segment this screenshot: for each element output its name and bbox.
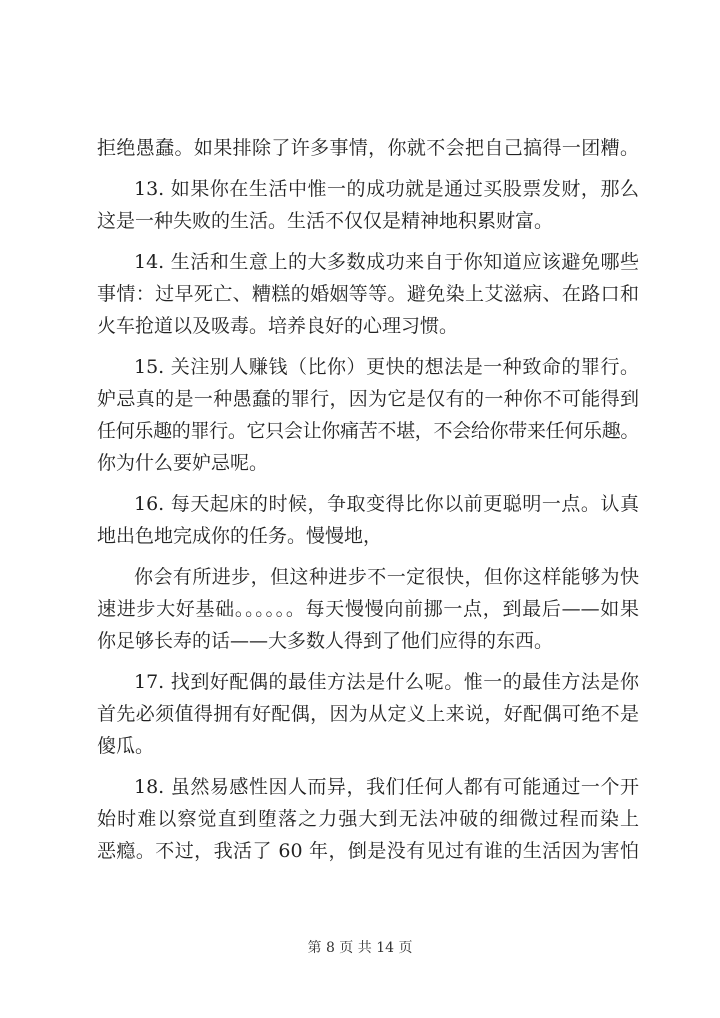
text-line: 地出色地完成你的任务。慢慢地， (97, 525, 383, 547)
text-line: 17. 找到好配偶的最佳方法是什么呢。惟一的最佳方法是你 (134, 671, 639, 693)
text-line: 首先必须值得拥有好配偶，因为从定义上来说，好配偶可绝不是 (97, 703, 639, 725)
text-line: 拒绝愚蠢。如果排除了许多事情，你就不会把自己搞得一团糟。 (97, 137, 639, 159)
text-line: 火车抢道以及吸毒。培养良好的心理习惯。 (97, 315, 459, 337)
text-line: 你足够长寿的话——大多数人得到了他们应得的东西。 (97, 630, 554, 652)
paragraph (97, 173, 639, 237)
paragraph (97, 666, 639, 762)
text-line: 始时难以察觉直到堕落之力强大到无法冲破的细微过程而染上 (97, 808, 639, 830)
paragraph (97, 561, 639, 657)
text-line: 16. 每天起床的时候，争取变得比你以前更聪明一点。认真 (134, 493, 639, 515)
paragraph (97, 488, 639, 552)
text-line: 这是一种失败的生活。生活不仅仅是精神地积累财富。 (97, 210, 554, 232)
text-line: 18. 虽然易感性因人而异，我们任何人都有可能通过一个开 (134, 776, 639, 798)
text-line: 妒忌真的是一种愚蠢的罪行，因为它是仅有的一种你不可能得到 (97, 388, 639, 410)
text-line: 14. 生活和生意上的大多数成功来自于你知道应该避免哪些 (134, 251, 639, 273)
text-line: 你为什么要妒忌呢。 (97, 452, 269, 474)
text-line: 恶瘾。不过，我活了 60 年，倒是没有见过有谁的生活因为害怕 (97, 840, 639, 862)
paragraph (97, 351, 639, 479)
paragraph (97, 771, 639, 867)
text-line: 速进步大好基础。。。。。。每天慢慢向前挪一点，到最后——如果 (97, 598, 639, 620)
text-line: 傻瓜。 (97, 735, 155, 757)
paragraph (97, 246, 639, 342)
text-line: 15. 关注别人赚钱（比你）更快的想法是一种致命的罪行。 (134, 356, 639, 378)
text-line: 事情：过早死亡、糟糕的婚姻等等。避免染上艾滋病、在路口和 (97, 283, 639, 305)
paragraph (97, 132, 639, 164)
text-line: 13. 如果你在生活中惟一的成功就是通过买股票发财，那么 (134, 178, 639, 200)
document-body (97, 132, 639, 867)
text-line: 你会有所进步，但这种进步不一定很快，但你这样能够为快 (134, 566, 639, 588)
text-line: 任何乐趣的罪行。它只会让你痛苦不堪，不会给你带来任何乐趣。 (97, 420, 639, 442)
page-number-footer: 第 8 页 共 14 页 (307, 940, 413, 956)
